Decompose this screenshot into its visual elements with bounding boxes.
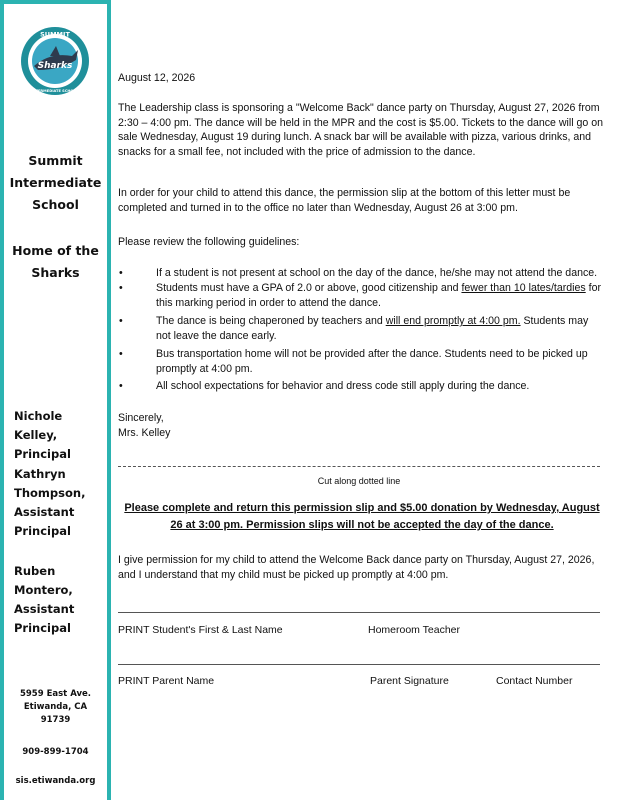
sidebar xyxy=(0,0,111,800)
bullet-marker: • xyxy=(119,315,123,327)
staff-title: Assistant xyxy=(14,602,75,616)
logo-text-mid: Sharks xyxy=(37,61,73,71)
staff-title: Assistant xyxy=(14,505,75,519)
guideline-text xyxy=(156,281,604,310)
letter-paragraph-1: The Leadership class is sponsoring a "Welcome Back" dance party on Thursday, August 27, 2026 from 2:30 – 4:00 pm. The dance will be held in the MPR and the cost is $5.00. Tickets to the dance will go on sale Wednesday, August 19 during lunch. A snack bar will be available with pizza, various drinks, and snacks for a small fee, not included with the price of admission to the dance. xyxy=(118,102,604,158)
guideline-text-part: for this marking period in order to attend the dance. xyxy=(156,282,602,309)
address-line: 5959 East Ave. xyxy=(19,689,92,699)
bullet-marker: • xyxy=(119,267,123,279)
guideline-text: All school expectations for behavior and dress code still apply during the dance. xyxy=(156,380,530,392)
guideline-text-part: Students must have a GPA of 2.0 or above, good citizenship and xyxy=(156,282,462,294)
cut-line xyxy=(118,466,600,467)
address-line: Etiwanda, CA xyxy=(23,702,88,712)
staff-assistant-principal-1 xyxy=(14,465,109,541)
logo-text-top: SUMMIT xyxy=(40,30,70,39)
school-motto xyxy=(4,240,107,284)
school-line-1: Summit xyxy=(28,153,83,168)
parent-name-label: PRINT Parent Name xyxy=(118,675,215,687)
letter-paragraph-2: In order for your child to attend this dance, the permission slip at the bottom of this letter must be completed and turned in to the office no later than Wednesday, August 26 at 3:00 pm. xyxy=(118,187,571,214)
contact-number-label: Contact Number xyxy=(496,675,573,687)
return-notice: Please complete and return this permission slip and $5.00 donation by Wednesday, August 26 at 3:00 pm. Permission slips will not be accepted the day of the dance. xyxy=(124,502,600,531)
bullet-marker: • xyxy=(119,348,123,360)
guideline-text: If a student is not present at school on the day of the dance, he/she may not attend the dance. xyxy=(156,267,598,279)
staff-name: Montero, xyxy=(14,583,73,597)
staff-title: Principal xyxy=(14,524,71,538)
staff-name: Thompson, xyxy=(14,486,86,500)
staff-title: Principal xyxy=(14,621,71,635)
address-line: 91739 xyxy=(40,715,71,725)
school-name xyxy=(4,150,107,216)
bullet-marker: • xyxy=(119,380,123,392)
student-signature-line[interactable] xyxy=(118,612,600,613)
school-line-3: School xyxy=(32,197,79,212)
student-name-label: PRINT Student's First & Last Name xyxy=(118,624,283,636)
school-phone: 909-899-1704 xyxy=(22,747,89,757)
motto-line-2: Sharks xyxy=(31,265,80,280)
homeroom-label: Homeroom Teacher xyxy=(368,624,461,636)
staff-name: Ruben xyxy=(14,564,56,578)
letter-date: August 12, 2026 xyxy=(118,72,196,84)
school-address xyxy=(4,688,107,727)
guideline-text: Bus transportation home will not be provided after the dance. Students need to be picked up promptly at 4:00 pm. xyxy=(156,348,588,375)
letter-closing: Sincerely, xyxy=(118,412,164,424)
parent-signature-line[interactable] xyxy=(118,664,600,665)
guideline-text-part: Students may not leave the dance early. xyxy=(156,315,589,342)
guideline-emphasis: will end promptly at 4:00 pm. xyxy=(385,315,521,327)
bullet-marker: • xyxy=(119,282,123,294)
parent-signature-label: Parent Signature xyxy=(370,675,449,687)
school-logo xyxy=(20,26,90,96)
staff-assistant-principal-2 xyxy=(14,562,109,638)
motto-line-1: Home of the xyxy=(12,243,99,258)
guidelines-intro: Please review the following guidelines: xyxy=(118,236,300,248)
permission-statement: I give permission for my child to attend the Welcome Back dance party on Thursday, August 27, 2026, and I understand that my child must be picked up promptly at 4:00 pm. xyxy=(118,554,595,581)
guideline-emphasis: fewer than 10 lates/tardies xyxy=(461,282,586,294)
guideline-text xyxy=(156,314,604,343)
logo-text-bottom: INTERMEDIATE SCHOOL xyxy=(31,89,79,93)
guideline-text-part: The dance is being chaperoned by teachers and xyxy=(156,315,386,327)
staff-title: Principal xyxy=(14,447,71,461)
staff-name: Kathryn xyxy=(14,467,66,481)
cut-instruction: Cut along dotted line xyxy=(317,476,401,486)
staff-name: Nichole Kelley, xyxy=(14,409,63,442)
letter-signer: Mrs. Kelley xyxy=(118,427,171,439)
school-website: sis.etiwanda.org xyxy=(15,776,96,786)
staff-principal xyxy=(14,407,109,464)
school-line-2: Intermediate xyxy=(9,175,102,190)
